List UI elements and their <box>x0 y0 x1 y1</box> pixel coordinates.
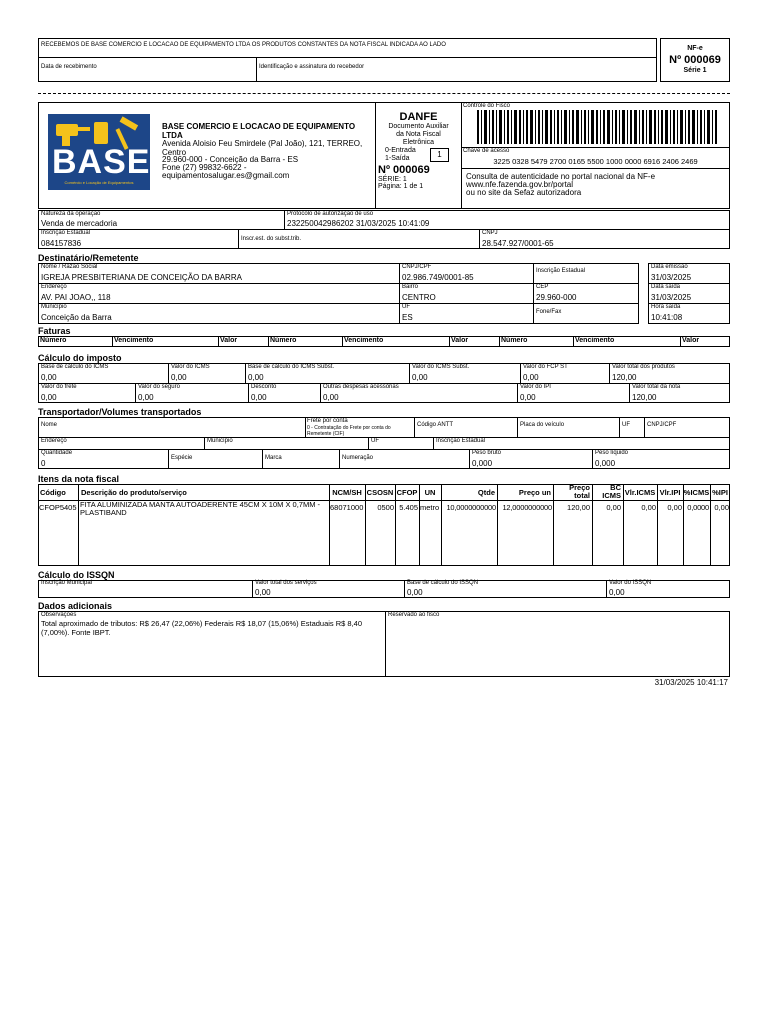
danfe-subtitle-3: Eletrônica <box>402 139 435 146</box>
fatura-header-numero-3: Número <box>501 337 528 344</box>
access-key: 3225 0328 5479 2700 0165 5500 1000 0000 6916 2406 2469 <box>493 157 698 166</box>
qty-label: Quantidade <box>41 450 73 456</box>
consult-line-3: ou no site da Sefaz autorizadora <box>466 188 582 197</box>
carrier-cnpj-label: CNPJ/CPF <box>647 422 677 428</box>
recipient-cep-label: CEP <box>536 284 549 290</box>
obs-text: Total aproximado de tributos: R$ 26,47 (22,06%) Federais R$ 18,07 (15,06%) Estaduais R$ 8,40 (7,00%). Fonte IBPT. <box>41 619 363 637</box>
items-header-p-ipi: %IPI <box>712 488 728 497</box>
danfe-series: SÉRIE: 1 <box>378 176 407 183</box>
frete-por-conta-value: 0 - Contratação do Frete por conta do Remetente (CIF) <box>307 425 391 437</box>
cnpj-value: 28.547.927/0001-65 <box>482 239 554 248</box>
items-header-preco-un: Preço un <box>518 488 551 497</box>
seguro: 0,00 <box>138 393 154 402</box>
exit-time-label: Hora saída <box>651 304 681 310</box>
nature-value: Venda de mercadoria <box>41 219 118 228</box>
carrier-address-label: Endereço <box>41 438 67 444</box>
danfe-subtitle-1: Documento Auxiliar <box>388 123 449 130</box>
items-header-csosn: CSOSN <box>366 488 394 497</box>
v-icms-label: Valor do ICMS <box>171 364 210 370</box>
recipient-cep: 29.960-000 <box>536 293 577 302</box>
exit-date: 31/03/2025 <box>651 293 692 302</box>
recipient-ie-label: Inscrição Estadual <box>536 268 586 274</box>
fatura-header-valor-2: Valor <box>451 337 469 344</box>
stub-nfe-label: NF-e <box>687 45 703 52</box>
emitter-address: Avenida Aloisio Feu Smirdele (Pal João), 121, TERREO, Centro <box>162 139 363 157</box>
recipient-address-label: Endereço <box>41 284 67 290</box>
desconto-label: Desconto <box>251 384 277 390</box>
ie-st-label: Inscr.est. do subst.trib. <box>241 236 302 242</box>
consult-line-1: Consulta de autenticidade no portal nacional da NF-e <box>466 172 656 181</box>
placa-label: Placa do veículo <box>520 422 565 428</box>
fatura-header-numero-1: Número <box>40 337 67 344</box>
danfe-number: Nº 000069 <box>378 164 430 176</box>
transport-section-title: Transportador/Volumes transportados <box>38 407 202 417</box>
items-header-vl-icms: Vlr.ICMS <box>624 488 656 497</box>
v-st: 0,00 <box>412 373 428 382</box>
item-preco-total: 120,00 <box>567 503 590 512</box>
obs-label: Observações <box>41 612 77 618</box>
logo-text: BASE <box>52 143 151 181</box>
issqn-services: 0,00 <box>255 588 271 597</box>
antt-label: Código ANTT <box>417 422 454 428</box>
recipient-cnpj-label: CNPJ/CPF <box>402 264 432 270</box>
bc-icms-label: Base de cálculo do ICMS <box>41 364 109 370</box>
items-header-descricao: Descrição do produto/serviço <box>81 488 187 497</box>
access-key-label: Chave de acesso <box>463 148 510 154</box>
cnpj-label: CNPJ <box>482 230 498 236</box>
issqn-services-label: Valor total dos serviços <box>255 580 317 586</box>
item-descricao: FITA ALUMINIZADA MANTA AUTOADERENTE 45CM X 10M X 0,7MM - PLASTIBAND <box>80 500 321 517</box>
barcode <box>477 110 717 144</box>
items-header-cfop: CFOP <box>396 488 418 497</box>
item-un: metro <box>420 503 440 512</box>
exit-date-label: Data saída <box>651 284 681 290</box>
ie-label: Inscrição Estadual <box>41 230 91 236</box>
items-header-bc-icms: BC ICMS <box>602 483 621 500</box>
stub-number: Nº 000069 <box>669 54 721 66</box>
protocol-label: Protocolo de autorização de uso <box>287 211 374 217</box>
recipient-name: IGREJA PRESBITERIANA DE CONCEIÇÃO DA BARRA <box>41 273 242 282</box>
danfe-saida: 1-Saída <box>385 155 410 162</box>
recipient-city-label: Município <box>41 304 67 310</box>
peso-liquido: 0,000 <box>595 459 616 468</box>
tax-section-title: Cálculo do imposto <box>38 353 122 363</box>
items-header-vl-ipi: Vlr.IPI <box>659 488 681 497</box>
issqn-bc-label: Base de cálculo do ISSQN <box>407 580 479 586</box>
qty-value: 0 <box>41 459 46 468</box>
recipient-phone-label: Fone/Fax <box>536 309 562 315</box>
fatura-header-valor-1: Valor <box>220 337 238 344</box>
stub-series: Série 1 <box>683 67 707 74</box>
bc-icms: 0,00 <box>41 373 57 382</box>
item-cfop: 5.405 <box>399 503 418 512</box>
danfe-subtitle-2: da Nota Fiscal <box>396 131 441 138</box>
item-qtde: 10,0000000000 <box>446 503 496 512</box>
emitter-city: 29.960-000 - Conceição da Barra - ES <box>162 155 299 164</box>
recipient-city: Conceição da Barra <box>41 313 112 322</box>
issqn-v: 0,00 <box>609 588 625 597</box>
peso-liquido-label: Peso líquido <box>595 450 629 456</box>
danfe-type-box: 1 <box>430 148 449 162</box>
emitter-email: equipamentosalugar.es@gmail.com <box>162 171 290 180</box>
additional-section-title: Dados adicionais <box>38 601 113 611</box>
recipient-district-label: Bairro <box>402 284 419 290</box>
recipient-name-label: Nome / Razão Social <box>41 264 98 270</box>
prod-total-label: Valor total dos produtos <box>612 364 675 370</box>
signature-label: Identificação e assinatura do recebedor <box>259 64 365 70</box>
issqn-v-label: Valor do ISSQN <box>609 580 652 586</box>
recipient-cnpj: 02.986.749/0001-85 <box>402 273 474 282</box>
item-csosn: 0500 <box>377 503 394 512</box>
issqn-im-label: Inscrição Municipal <box>41 580 93 586</box>
danfe-page: Página: 1 de 1 <box>378 183 424 190</box>
fisco-control-label: Controle do Fisco <box>463 103 511 109</box>
especie-label: Espécie <box>171 455 193 461</box>
items-section-title: Itens da nota fiscal <box>38 474 120 484</box>
items-header-codigo: Código <box>40 488 66 497</box>
ipi: 0,00 <box>520 393 536 402</box>
faturas-section-title: Faturas <box>38 326 71 336</box>
item-codigo: CFOP5405 <box>39 503 77 512</box>
fatura-header-numero-2: Número <box>270 337 297 344</box>
logo-tagline: Comércio e Locação de Equipamentos <box>64 180 134 185</box>
carrier-ie-label: Inscrição Estadual <box>436 438 486 444</box>
peso-bruto-label: Peso bruto <box>472 450 502 456</box>
cut-line <box>38 93 730 94</box>
fcp-label: Valor do FCP ST <box>523 364 568 370</box>
danfe-title: DANFE <box>399 111 438 123</box>
fisco-reserved-label: Reservado ao fisco <box>388 612 440 618</box>
ipi-label: Valor do IPI <box>520 384 551 390</box>
receipt-statement: RECEBEMOS DE BASE COMERCIO E LOCACAO DE EQUIPAMENTO LTDA OS PRODUTOS CONSTANTES DA NOTA FISCAL INDICADA AO LADO <box>41 42 446 48</box>
item-preco-un: 12,0000000000 <box>502 503 552 512</box>
item-bc-icms: 0,00 <box>606 503 621 512</box>
carrier-name-label: Nome <box>41 422 58 428</box>
nota-total: 120,00 <box>632 393 657 402</box>
carrier-uf2-label: UF <box>371 438 379 444</box>
exit-time: 10:41:08 <box>651 313 683 322</box>
nota-total-label: Valor total da nota <box>632 384 681 390</box>
desconto: 0,00 <box>251 393 267 402</box>
carrier-city-label: Município <box>207 438 233 444</box>
frete-label: Valor do frete <box>41 384 77 390</box>
issqn-section-title: Cálculo do ISSQN <box>38 570 115 580</box>
frete-por-conta-label: Frete por conta <box>307 418 348 424</box>
emission-date-label: Data emissão <box>651 264 688 270</box>
emitter-phone: Fone (27) 99832-6622 - <box>162 163 247 172</box>
recipient-uf-label: UF <box>402 304 410 310</box>
emitter-name: BASE COMERCIO E LOCACAO DE EQUIPAMENTO LTDA <box>162 122 356 140</box>
received-date-label: Data de recebimento <box>41 64 97 70</box>
ie-value: 084157836 <box>41 239 82 248</box>
fcp: 0,00 <box>523 373 539 382</box>
protocol-value: 232250042986202 31/03/2025 10:41:09 <box>287 219 430 228</box>
recipient-district: CENTRO <box>402 293 436 302</box>
peso-bruto: 0,000 <box>472 459 493 468</box>
recipient-uf: ES <box>402 313 413 322</box>
items-header-ncm: NCM/SH <box>332 488 362 497</box>
items-header-preco-total: Preço total <box>569 483 590 500</box>
company-logo <box>48 114 150 190</box>
emission-date: 31/03/2025 <box>651 273 692 282</box>
prod-total: 120,00 <box>612 373 637 382</box>
item-ncm: 68071000 <box>330 503 364 512</box>
marca-label: Marca <box>265 455 282 461</box>
fatura-header-valor-3: Valor <box>682 337 700 344</box>
item-vl-ipi: 0,00 <box>667 503 682 512</box>
v-icms: 0,00 <box>171 373 187 382</box>
item-p-icms: 0,0000 <box>687 503 709 512</box>
v-st-label: Valor do ICMS Subst. <box>412 364 470 370</box>
item-p-ipi: 0,00 <box>714 503 729 512</box>
items-header-un: UN <box>424 488 436 497</box>
fatura-header-vencimento-2: Vencimento <box>344 337 384 344</box>
bc-st-label: Base de cálculo do ICMS Subst. <box>248 364 335 370</box>
danfe-entrada: 0-Entrada <box>385 147 416 154</box>
items-header-qtde: Qtde <box>477 488 495 497</box>
fatura-header-vencimento-1: Vencimento <box>114 337 154 344</box>
carrier-uf-label: UF <box>622 422 630 428</box>
seguro-label: Valor do seguro <box>138 384 180 390</box>
consult-line-2: www.nfe.fazenda.gov.br/portal <box>466 180 574 189</box>
item-vl-icms: 0,00 <box>641 503 656 512</box>
frete: 0,00 <box>41 393 57 402</box>
nature-label: Natureza da operação <box>41 211 101 217</box>
outras: 0,00 <box>323 393 339 402</box>
recipient-address: AV. PAI JOAO,, 118 <box>41 293 111 302</box>
outras-label: Outras despesas acessórias <box>323 384 399 390</box>
items-header-p-icms: %ICMS <box>683 488 710 497</box>
fatura-header-vencimento-3: Vencimento <box>575 337 615 344</box>
print-timestamp: 31/03/2025 10:41:17 <box>654 678 728 687</box>
bc-st: 0,00 <box>248 373 264 382</box>
issqn-bc: 0,00 <box>407 588 423 597</box>
recipient-section-title: Destinatário/Remetente <box>38 253 139 263</box>
numeracao-label: Numeração <box>342 455 374 461</box>
